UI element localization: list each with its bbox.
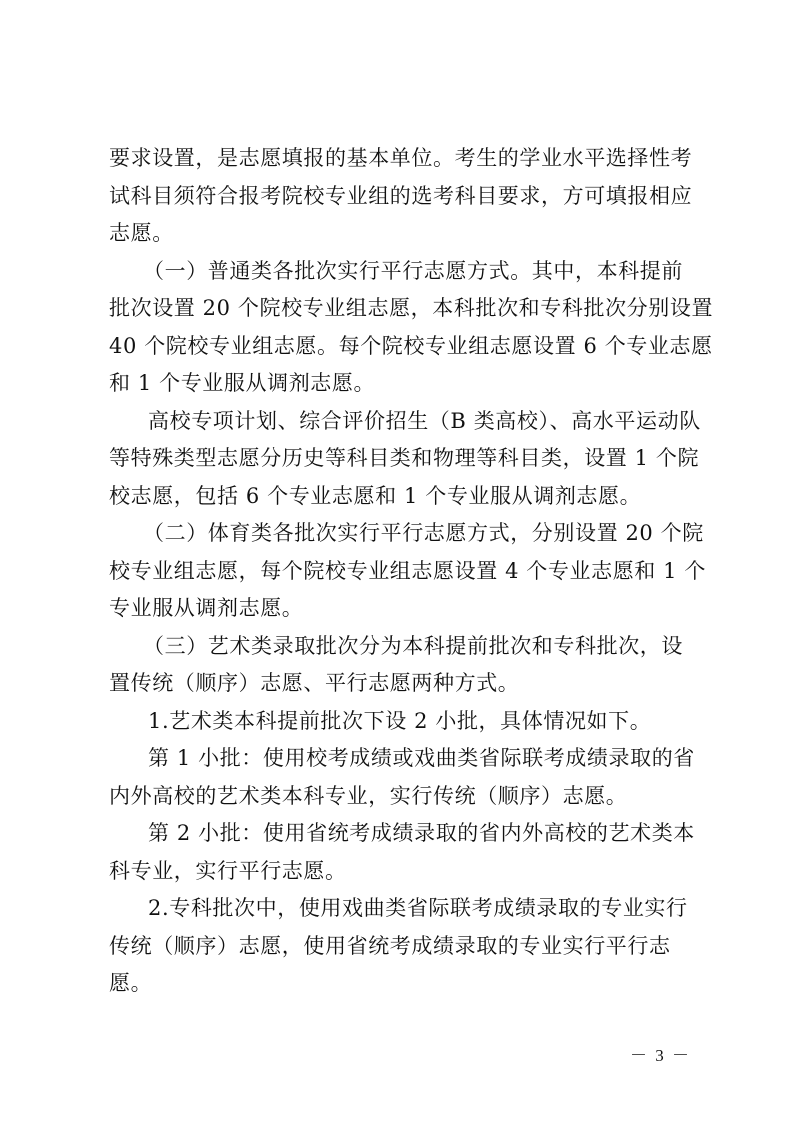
text-line: 志愿。 [109, 221, 174, 245]
text-line: 批次设置 20 个院校专业组志愿，本科批次和专科批次分别设置 [109, 296, 714, 320]
text-line: （二）体育类各批次实行平行志愿方式，分别设置 20 个院 [143, 521, 704, 545]
text-line: 要求设置，是志愿填报的基本单位。考生的学业水平选择性考 [109, 146, 693, 170]
body-text [109, 140, 714, 1003]
text-line: 等特殊类型志愿分历史等科目类和物理等科目类，设置 1 个院 [109, 446, 700, 470]
text-line: （一）普通类各批次实行平行志愿方式。其中，本科提前 [143, 258, 683, 283]
text-line: 40 个院校专业组志愿。每个院校专业组志愿设置 6 个专业志愿 [109, 333, 713, 358]
text-line: 愿。 [109, 971, 153, 995]
text-line: 高校专项计划、综合评价招生（B 类高校）、高水平运动队 [148, 408, 701, 433]
text-line: 校专业组志愿，每个院校专业组志愿设置 4 个专业志愿和 1 个 [109, 558, 707, 583]
text-line: （三）艺术类录取批次分为本科提前批次和专科批次，设 [143, 633, 683, 658]
text-line: 内外高校的艺术类本科专业，实行传统（顺序）志愿。 [109, 783, 628, 808]
text-line: 置传统（顺序）志愿、平行志愿两种方式。 [109, 671, 520, 695]
page-number: － 3 － [630, 1046, 691, 1065]
text-line: 和 1 个专业服从调剂志愿。 [109, 371, 376, 395]
text-line: 第 1 小批：使用校考成绩或戏曲类省际联考成绩录取的省 [148, 746, 695, 770]
text-line: 1.艺术类本科提前批次下设 2 小批，具体情况如下。 [148, 708, 652, 733]
text-line: 传统（顺序）志愿，使用省统考成绩录取的专业实行平行志 [109, 933, 671, 958]
text-line: 试科目须符合报考院校专业组的选考科目要求，方可填报相应 [109, 183, 693, 208]
text-line: 2.专科批次中，使用戏曲类省际联考成绩录取的专业实行 [148, 896, 688, 920]
text-line: 科专业，实行平行志愿。 [109, 858, 347, 883]
text-line: 专业服从调剂志愿。 [109, 596, 304, 620]
text-line: 校志愿，包括 6 个专业志愿和 1 个专业服从调剂志愿。 [109, 483, 642, 508]
text-line: 第 2 小批：使用省统考成绩录取的省内外高校的艺术类本 [148, 821, 695, 845]
